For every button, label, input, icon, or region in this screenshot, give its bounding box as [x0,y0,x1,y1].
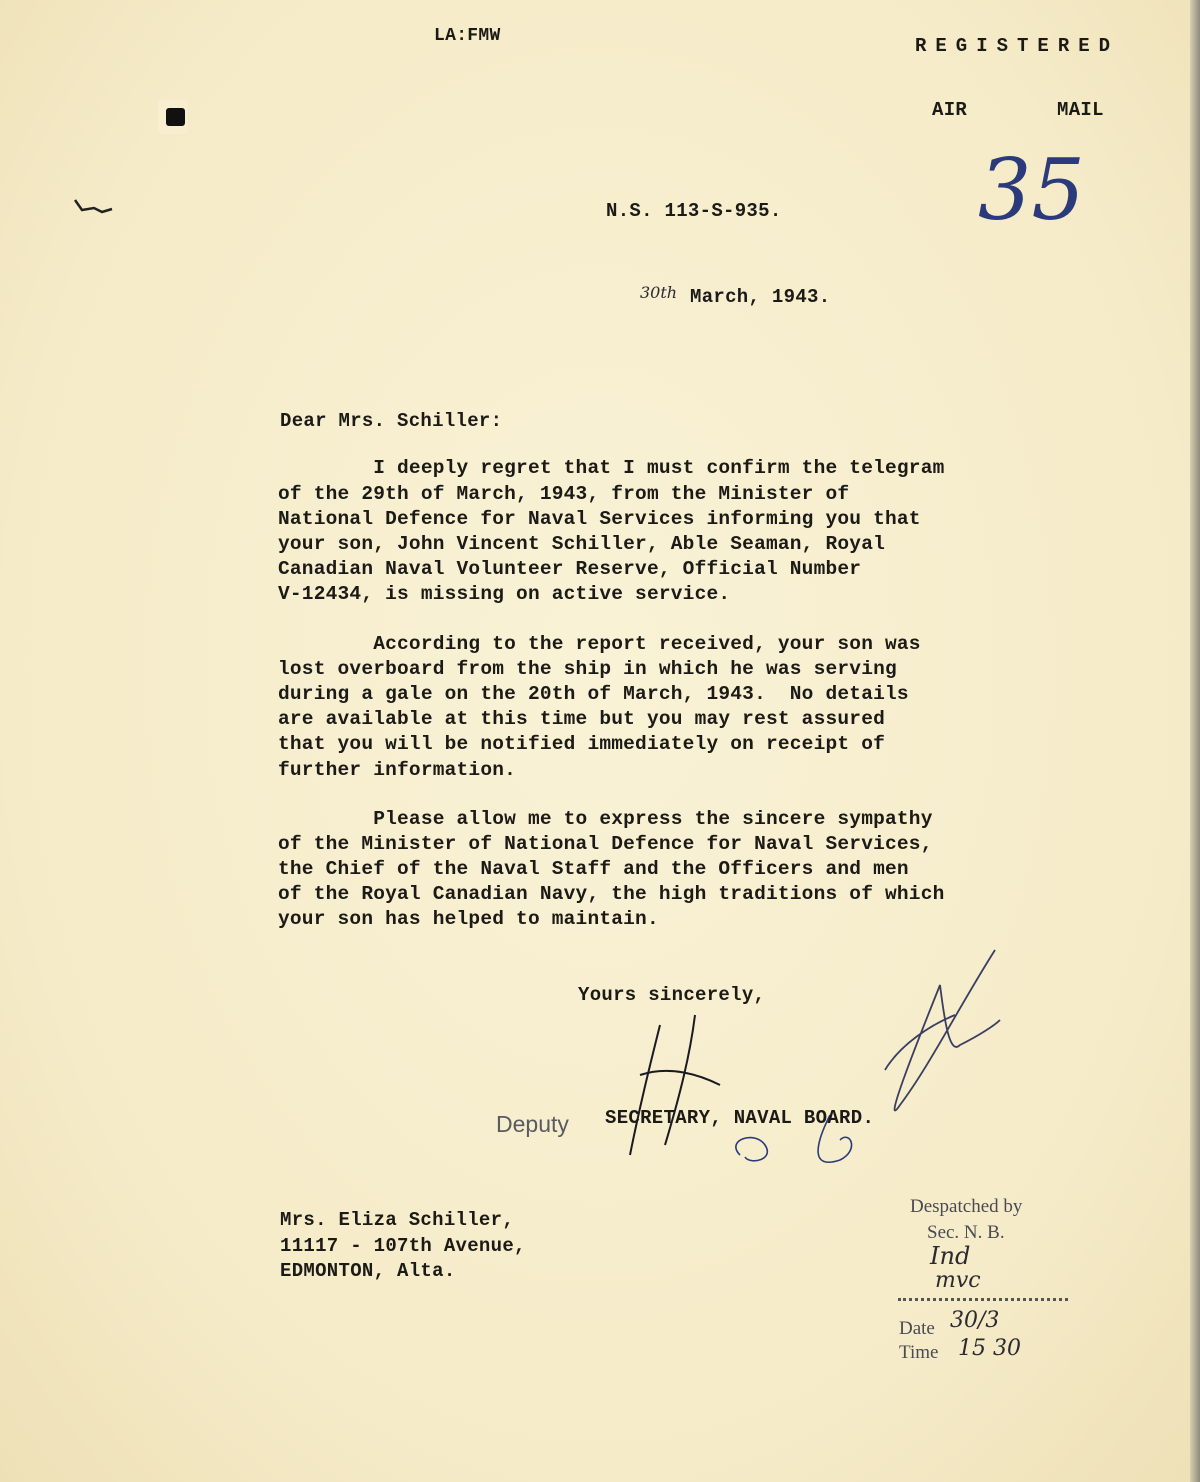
address-line: Mrs. Eliza Schiller, [280,1209,515,1231]
deputy-stamp: Deputy [496,1111,569,1137]
stamp-date-value: 30/3 [950,1308,1000,1333]
stamp-time-value: 15 30 [958,1336,1021,1361]
address-line: 11117 - 107th Avenue, [280,1235,526,1257]
paragraph-line: I deeply regret that I must confirm the telegram [278,457,945,479]
paragraph-line: that you will be notified immediately on receipt of [278,733,885,755]
paragraph-line: your son has helped to maintain. [278,908,659,930]
signature-drawing [600,945,1020,1185]
paragraph-line: National Defence for Naval Services informing you that [278,508,921,530]
stamp-time-label: Time [899,1342,939,1363]
salutation: Dear Mrs. Schiller: [280,410,503,432]
signature-title: SECRETARY, NAVAL BOARD. [605,1107,875,1129]
address-line: EDMONTON, Alta. [280,1260,456,1282]
paragraph-line: Please allow me to express the sincere sympathy [278,808,933,830]
paragraph-line: Canadian Naval Volunteer Reserve, Official Number [278,558,862,580]
punch-hole-center [166,108,185,126]
despatch-initials-2: mvc [935,1268,981,1293]
paper-edge [1190,0,1200,1482]
paragraph-line: the Chief of the Naval Staff and the Officers and men [278,858,909,880]
stamp-divider [898,1298,1068,1301]
paragraph-line: lost overboard from the ship in which he was serving [278,658,897,680]
file-number: N.S. 113-S-935. [606,200,782,222]
reference-initials: LA:FMW [434,26,501,46]
paragraph-line: during a gale on the 20th of March, 1943. No details [278,683,909,705]
despatch-initials: Ind [930,1242,971,1270]
paragraph-line: of the Royal Canadian Navy, the high traditions of which [278,883,945,905]
paragraph-line: V-12434, is missing on active service. [278,583,731,605]
paragraph-line: are available at this time but you may rest assured [278,708,885,730]
paragraph-line: further information. [278,759,517,781]
air-label: AIR [932,99,968,121]
registered-label: REGISTERED [915,35,1120,57]
mail-label: MAIL [1057,99,1104,121]
handwritten-page-number: 35 [978,141,1085,239]
paragraph-line: According to the report received, your son was [278,633,921,655]
closing: Yours sincerely, [578,984,766,1006]
date-text: March, 1943. [690,286,831,308]
ink-mark [72,196,118,218]
despatch-stamp-line1: Despatched by [910,1196,1023,1217]
paragraph-line: of the 29th of March, 1943, from the Minister of [278,483,850,505]
paragraph-line: of the Minister of National Defence for Naval Services, [278,833,933,855]
stamp-date-label: Date [899,1318,935,1339]
date-day-handwritten: 30th [640,283,678,302]
paragraph-line: your son, John Vincent Schiller, Able Seaman, Royal [278,533,885,555]
despatch-stamp-line2: Sec. N. B. [927,1222,1005,1243]
